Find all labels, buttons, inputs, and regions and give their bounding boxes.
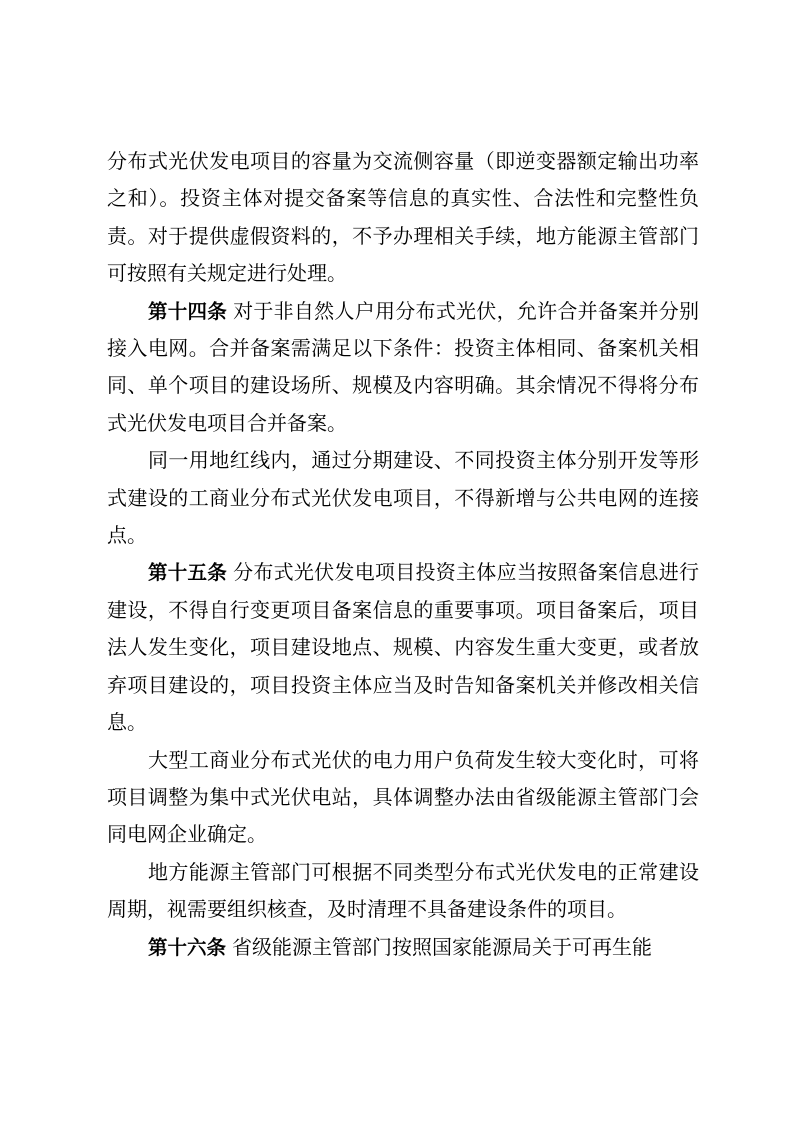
paragraph-text: 同一用地红线内，通过分期建设、不同投资主体分别开发等形式建设的工商业分布式光伏发电项目，不得新增与公共电网的连接点。 <box>107 448 699 548</box>
paragraph-article-14 <box>107 293 699 443</box>
paragraph-text: 对于非自然人户用分布式光伏，允许合并备案并分别接入电网。合并备案需满足以下条件：投资主体相同、备案机关相同、单个项目的建设场所、规模及内容明确。其余情况不得将分布式光伏发电项目合并备案。 <box>107 298 699 435</box>
paragraph-article-15 <box>107 554 699 741</box>
document-body <box>107 143 699 966</box>
paragraph-capacity <box>107 143 699 293</box>
paragraph-same-redline <box>107 442 699 554</box>
article-number: 第十六条 <box>148 935 227 959</box>
paragraph-text: 省级能源主管部门按照国家能源局关于可再生能 <box>232 934 653 959</box>
paragraph-text: 地方能源主管部门可根据不同类型分布式光伏发电的正常建设周期，视需要组织核查，及时清理不具备建设条件的项目。 <box>107 859 699 922</box>
article-number: 第十五条 <box>148 561 228 585</box>
paragraph-article-16 <box>107 929 699 966</box>
paragraph-local-authority <box>107 854 699 929</box>
paragraph-text: 分布式光伏发电项目投资主体应当按照备案信息进行建设，不得自行变更项目备案信息的重要事项。项目备案后，项目法人发生变化，项目建设地点、规模、内容发生重大变更，或者放弃项目建设的，项目投资主体应当及时告知备案机关并修改相关信息。 <box>107 560 699 735</box>
paragraph-text: 大型工商业分布式光伏的电力用户负荷发生较大变化时，可将项目调整为集中式光伏电站，具体调整办法由省级能源主管部门会同电网企业确定。 <box>107 747 699 847</box>
paragraph-large-commercial <box>107 742 699 854</box>
article-number: 第十四条 <box>148 299 228 323</box>
paragraph-text: 分布式光伏发电项目的容量为交流侧容量（即逆变器额定输出功率之和）。投资主体对提交备案等信息的真实性、合法性和完整性负责。对于提供虚假资料的，不予办理相关手续，地方能源主管部门可按照有关规定进行处理。 <box>107 149 699 286</box>
